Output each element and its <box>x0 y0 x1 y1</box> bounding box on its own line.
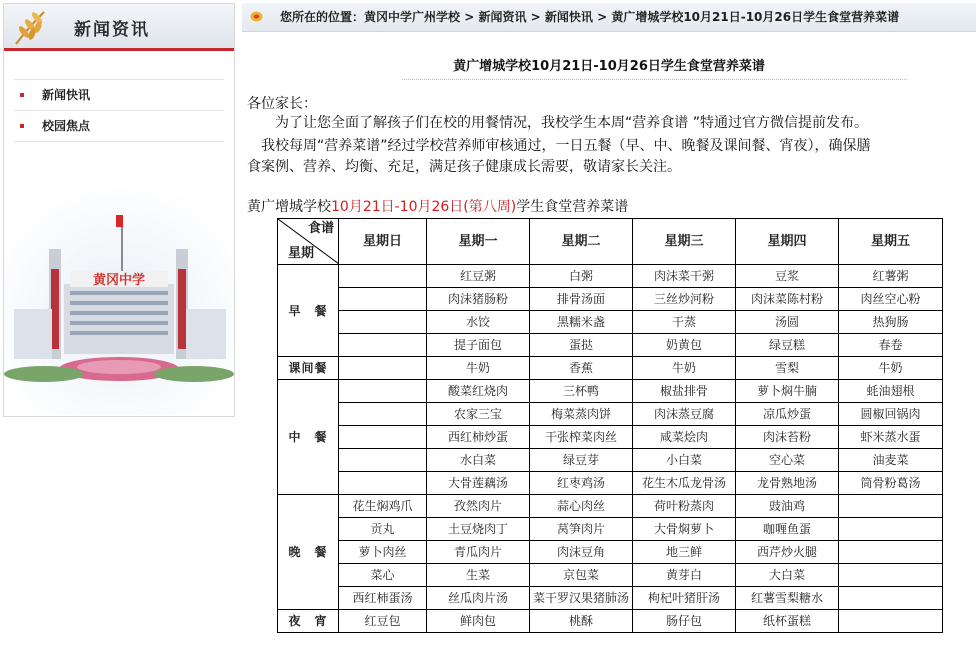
dish-cell: 水白菜 <box>427 449 530 472</box>
day-header: 星期四 <box>736 219 839 265</box>
table-row <box>278 288 943 311</box>
day-header: 星期三 <box>633 219 736 265</box>
menu-table <box>277 218 943 633</box>
dish-cell <box>839 518 943 541</box>
sidebar-item-news-flash[interactable] <box>14 79 224 111</box>
dish-cell: 圆椒回锅肉 <box>839 403 943 426</box>
dish-cell: 萝卜肉丝 <box>339 541 427 564</box>
dish-cell: 咖喱鱼蛋 <box>736 518 839 541</box>
dish-cell <box>839 564 943 587</box>
menu-title-dates: 10月21日-10月26日(第八周) <box>331 199 517 215</box>
table-row <box>278 449 943 472</box>
dish-cell: 热狗肠 <box>839 311 943 334</box>
menu-title <box>247 196 628 216</box>
paragraph-2-line-1: 我校每周“营养菜谱”经过学校营养师审核通过，一日五餐（早、中、晚餐及课间餐、宵夜），确保膳 <box>261 138 871 154</box>
sidebar-title: 新闻资讯 <box>74 20 150 40</box>
dish-cell: 牛奶 <box>427 357 530 380</box>
dish-cell: 牛奶 <box>633 357 736 380</box>
dish-cell: 荷叶粉蒸肉 <box>633 495 736 518</box>
dish-cell: 萝卜焖牛腩 <box>736 380 839 403</box>
location-icon <box>250 11 263 22</box>
sidebar-header <box>4 4 234 51</box>
dish-cell: 油麦菜 <box>839 449 943 472</box>
breadcrumb-flash-link[interactable]: 新闻快讯 <box>544 10 593 24</box>
dish-cell: 香蕉 <box>530 357 633 380</box>
sidebar <box>3 3 235 417</box>
dish-cell <box>339 288 427 311</box>
dish-cell <box>839 541 943 564</box>
dish-cell: 红薯粥 <box>839 265 943 288</box>
dish-cell: 肉沫猪肠粉 <box>427 288 530 311</box>
table-row <box>278 472 943 495</box>
dish-cell: 绿豆糕 <box>736 334 839 357</box>
dish-cell: 筒骨粉葛汤 <box>839 472 943 495</box>
dish-cell: 丝瓜肉片汤 <box>427 587 530 610</box>
dish-cell <box>339 472 427 495</box>
dish-cell: 纸杯蛋糕 <box>736 610 839 633</box>
dish-cell: 红豆包 <box>339 610 427 633</box>
breadcrumb-current: > 黄广增城学校10月21日-10月26日学生食堂营养菜谱 <box>592 10 900 24</box>
day-header: 星期二 <box>530 219 633 265</box>
dish-cell: 贡丸 <box>339 518 427 541</box>
day-header: 星期五 <box>839 219 943 265</box>
sidebar-item-label: 校园焦点 <box>42 119 91 133</box>
sidebar-item-campus-focus[interactable] <box>14 111 224 142</box>
dish-cell: 西芹炒火腿 <box>736 541 839 564</box>
dish-cell: 西红柿蛋汤 <box>339 587 427 610</box>
dish-cell: 绿豆芽 <box>530 449 633 472</box>
dish-cell: 干张榨菜肉丝 <box>530 426 633 449</box>
table-corner-cell <box>278 219 339 265</box>
dish-cell: 豉油鸡 <box>736 495 839 518</box>
school-building-image <box>4 189 234 415</box>
table-row <box>278 380 943 403</box>
dish-cell: 凉瓜炒蛋 <box>736 403 839 426</box>
dish-cell <box>339 426 427 449</box>
dish-cell: 黄芽白 <box>633 564 736 587</box>
dish-cell: 龙骨熟地汤 <box>736 472 839 495</box>
wheat-icon <box>10 8 50 46</box>
table-row <box>278 541 943 564</box>
dish-cell: 椒盐排骨 <box>633 380 736 403</box>
dish-cell: 桃酥 <box>530 610 633 633</box>
dish-cell: 酸菜红烧肉 <box>427 380 530 403</box>
dish-cell: 青瓜肉片 <box>427 541 530 564</box>
dish-cell: 虾米蒸水蛋 <box>839 426 943 449</box>
dish-cell: 排骨汤面 <box>530 288 633 311</box>
table-row <box>278 403 943 426</box>
meal-label: 夜 宵 <box>278 610 339 633</box>
dish-cell: 三杯鸭 <box>530 380 633 403</box>
dish-cell: 蚝油翅根 <box>839 380 943 403</box>
dish-cell: 生菜 <box>427 564 530 587</box>
dish-cell: 土豆烧肉丁 <box>427 518 530 541</box>
table-header-row <box>278 219 943 265</box>
dish-cell: 牛奶 <box>839 357 943 380</box>
dish-cell: 红豆粥 <box>427 265 530 288</box>
dish-cell: 西红柿炒蛋 <box>427 426 530 449</box>
dish-cell <box>839 587 943 610</box>
table-row <box>278 265 943 288</box>
meal-label: 中 餐 <box>278 380 339 495</box>
dish-cell: 花生焖鸡爪 <box>339 495 427 518</box>
table-row <box>278 610 943 633</box>
dish-cell: 蒜心肉丝 <box>530 495 633 518</box>
dish-cell: 蛋挞 <box>530 334 633 357</box>
dish-cell: 肉沫豆角 <box>530 541 633 564</box>
dish-cell: 肉沫菜陈村粉 <box>736 288 839 311</box>
dish-cell: 肉沫蒸豆腐 <box>633 403 736 426</box>
paragraph-2-line-2: 食案例、营养、均衡、充足，满足孩子健康成长需要，敬请家长关注。 <box>247 159 681 175</box>
dish-cell: 雪梨 <box>736 357 839 380</box>
breadcrumb <box>242 3 976 32</box>
dish-cell: 三丝炒河粉 <box>633 288 736 311</box>
dish-cell: 春卷 <box>839 334 943 357</box>
day-header: 星期日 <box>339 219 427 265</box>
dish-cell <box>339 334 427 357</box>
dish-cell: 咸菜烩肉 <box>633 426 736 449</box>
dish-cell: 地三鲜 <box>633 541 736 564</box>
article-title: 黄广增城学校10月21日-10月26日学生食堂营养菜谱 <box>453 59 765 74</box>
dish-cell <box>339 449 427 472</box>
dish-cell <box>339 265 427 288</box>
dish-cell: 菜干罗汉果猪肺汤 <box>530 587 633 610</box>
dish-cell: 水饺 <box>427 311 530 334</box>
dish-cell <box>839 495 943 518</box>
dish-cell: 提子面包 <box>427 334 530 357</box>
meal-label: 早 餐 <box>278 265 339 357</box>
breadcrumb-separator: > <box>460 10 479 24</box>
dish-cell: 莴笋肉片 <box>530 518 633 541</box>
dish-cell: 肉沫苔粉 <box>736 426 839 449</box>
dish-cell: 京包菜 <box>530 564 633 587</box>
dish-cell: 黑糯米盏 <box>530 311 633 334</box>
menu-title-prefix: 黄广增城学校 <box>247 199 331 215</box>
dish-cell: 枸杞叶猪肝汤 <box>633 587 736 610</box>
meal-label: 课间餐 <box>278 357 339 380</box>
table-row <box>278 564 943 587</box>
corner-label-top: 食谱 <box>307 221 334 236</box>
dish-cell <box>839 610 943 633</box>
sidebar-nav <box>4 79 234 142</box>
title-divider <box>402 79 907 80</box>
dish-cell: 肉沫菜干粥 <box>633 265 736 288</box>
dish-cell <box>339 357 427 380</box>
dish-cell: 孜然肉片 <box>427 495 530 518</box>
table-row <box>278 495 943 518</box>
day-header: 星期一 <box>427 219 530 265</box>
table-row <box>278 334 943 357</box>
breadcrumb-prefix: 您所在的位置： <box>280 10 365 24</box>
dish-cell: 红枣鸡汤 <box>530 472 633 495</box>
dish-cell <box>339 380 427 403</box>
meal-label: 晚 餐 <box>278 495 339 610</box>
dish-cell <box>339 403 427 426</box>
dish-cell: 小白菜 <box>633 449 736 472</box>
bullet-icon <box>20 124 24 128</box>
breadcrumb-separator: > <box>526 10 545 24</box>
dish-cell: 红薯雪梨糖水 <box>736 587 839 610</box>
dish-cell: 大白菜 <box>736 564 839 587</box>
paragraph-1: 为了让您全面了解孩子们在校的用餐情况，我校学生本周“营养食谱 ”特通过官方微信提前发布。 <box>275 115 868 131</box>
corner-label-bottom: 星期 <box>288 246 315 261</box>
dish-cell: 鲜肉包 <box>427 610 530 633</box>
dish-cell: 肠仔包 <box>633 610 736 633</box>
bullet-icon <box>20 93 24 97</box>
dish-cell: 花生木瓜龙骨汤 <box>633 472 736 495</box>
table-row <box>278 518 943 541</box>
dish-cell: 奶黄包 <box>633 334 736 357</box>
table-row <box>278 357 943 380</box>
sidebar-item-label: 新闻快讯 <box>42 88 91 102</box>
school-sign: 黄冈中学 <box>92 273 146 288</box>
dish-cell: 干蒸 <box>633 311 736 334</box>
table-row <box>278 311 943 334</box>
dish-cell: 肉丝空心粉 <box>839 288 943 311</box>
table-row <box>278 587 943 610</box>
menu-title-suffix: 学生食堂营养菜谱 <box>516 199 629 215</box>
dish-cell: 农家三宝 <box>427 403 530 426</box>
dish-cell: 大骨焖萝卜 <box>633 518 736 541</box>
dish-cell: 白粥 <box>530 265 633 288</box>
dish-cell: 梅菜蒸肉饼 <box>530 403 633 426</box>
greeting: 各位家长： <box>247 96 317 112</box>
breadcrumb-home-link[interactable]: 黄冈中学广州学校 <box>364 10 461 24</box>
breadcrumb-news-link[interactable]: 新闻资讯 <box>478 10 527 24</box>
table-row <box>278 426 943 449</box>
dish-cell: 菜心 <box>339 564 427 587</box>
dish-cell: 豆浆 <box>736 265 839 288</box>
dish-cell: 大骨莲藕汤 <box>427 472 530 495</box>
dish-cell <box>339 311 427 334</box>
dish-cell: 空心菜 <box>736 449 839 472</box>
dish-cell: 汤圆 <box>736 311 839 334</box>
